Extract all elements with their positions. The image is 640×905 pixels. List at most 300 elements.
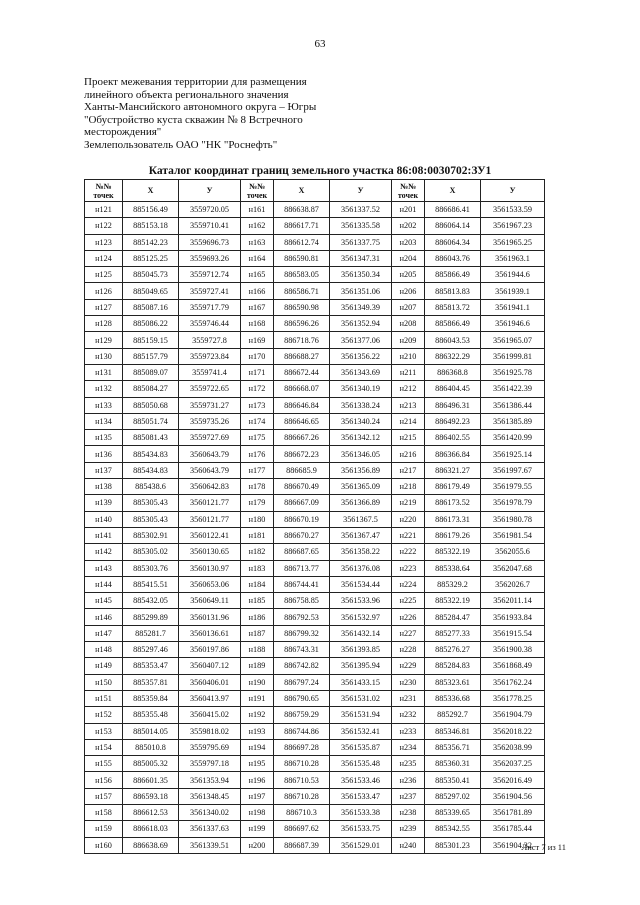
table-cell: н203 — [392, 234, 425, 250]
table-row — [85, 234, 545, 250]
table-cell: 885346.81 — [425, 723, 481, 739]
table-cell: 3561422.39 — [481, 381, 545, 397]
table-cell: 886590.81 — [274, 250, 330, 266]
table-cell: 3561925.14 — [481, 446, 545, 462]
table-cell: 3562016.49 — [481, 772, 545, 788]
table-cell: 886797.24 — [274, 674, 330, 690]
table-cell: 3562038.99 — [481, 739, 545, 755]
table-cell: 3561925.78 — [481, 364, 545, 380]
table-cell: 3561762.24 — [481, 674, 545, 690]
table-cell: н237 — [392, 788, 425, 804]
table-cell: 885438.6 — [123, 479, 179, 495]
table-cell: 886710.28 — [274, 756, 330, 772]
table-cell: 3561386.44 — [481, 397, 545, 413]
table-cell: 885339.65 — [425, 804, 481, 820]
table-cell: 3561533.59 — [481, 202, 545, 218]
column-header: У — [330, 180, 392, 202]
table-cell: н166 — [241, 283, 274, 299]
table-cell: 3561944.6 — [481, 267, 545, 283]
table-cell: 3561999.81 — [481, 348, 545, 364]
table-cell: н144 — [85, 576, 123, 592]
table-cell: 886638.69 — [123, 837, 179, 853]
table-cell: 885357.81 — [123, 674, 179, 690]
table-cell: н233 — [392, 723, 425, 739]
table-cell: 3561868.49 — [481, 658, 545, 674]
table-cell: 885355.48 — [123, 707, 179, 723]
catalog-title: Каталог координат границ земельного участка 86:08:0030702:ЗУ1 — [148, 165, 492, 177]
table-cell: 3561352.94 — [330, 316, 392, 332]
table-cell: н127 — [85, 299, 123, 315]
table-cell: 3561904.32 — [481, 837, 545, 853]
table-cell: 3561365.09 — [330, 479, 392, 495]
table-row — [85, 609, 545, 625]
table-cell: 3559746.44 — [179, 316, 241, 332]
table-cell: 886758.85 — [274, 593, 330, 609]
table-cell: н140 — [85, 511, 123, 527]
header-line: линейного объекта регионального значения — [84, 88, 289, 101]
table-cell: н183 — [241, 560, 274, 576]
table-cell: 3561343.69 — [330, 364, 392, 380]
table-cell: 885866.49 — [425, 267, 481, 283]
table-cell: 3561356.22 — [330, 348, 392, 364]
header-line: Землепользователь ОАО "НК "Роснефть" — [84, 138, 278, 151]
table-cell: 885276.27 — [425, 642, 481, 658]
table-cell: н123 — [85, 234, 123, 250]
table-cell: 3561377.06 — [330, 332, 392, 348]
table-cell: 886672.44 — [274, 364, 330, 380]
table-cell: н230 — [392, 674, 425, 690]
table-row — [85, 299, 545, 315]
table-row — [85, 544, 545, 560]
table-cell: 3561433.15 — [330, 674, 392, 690]
table-cell: 3561340.19 — [330, 381, 392, 397]
table-cell: 3561981.54 — [481, 527, 545, 543]
table-cell: 3561978.79 — [481, 495, 545, 511]
table-cell: н159 — [85, 821, 123, 837]
table-cell: 3561335.58 — [330, 218, 392, 234]
table-row — [85, 495, 545, 511]
table-cell: н163 — [241, 234, 274, 250]
table-cell: 3561533.96 — [330, 593, 392, 609]
table-row — [85, 756, 545, 772]
table-cell: 3561534.44 — [330, 576, 392, 592]
table-cell: 886173.52 — [425, 495, 481, 511]
table-cell: 885284.83 — [425, 658, 481, 674]
header-line: Ханты-Мансийского автономного округа – Югры — [84, 101, 317, 113]
table-cell: 885359.84 — [123, 690, 179, 706]
table-row — [85, 739, 545, 755]
table-row — [85, 332, 545, 348]
table-cell: 886799.32 — [274, 625, 330, 641]
document-header — [84, 76, 404, 151]
table-row — [85, 202, 545, 218]
table-row — [85, 593, 545, 609]
table-cell: н149 — [85, 658, 123, 674]
table-cell: н168 — [241, 316, 274, 332]
table-cell: 885292.7 — [425, 707, 481, 723]
table-cell: н133 — [85, 397, 123, 413]
table-cell: 3561350.34 — [330, 267, 392, 283]
table-cell: 886670.27 — [274, 527, 330, 543]
table-cell: 885813.83 — [425, 283, 481, 299]
table-cell: 3561965.07 — [481, 332, 545, 348]
table-cell: 3561342.12 — [330, 430, 392, 446]
table-row — [85, 381, 545, 397]
table-cell: 886043.76 — [425, 250, 481, 266]
table-cell: 885434.83 — [123, 446, 179, 462]
table-cell: 3559797.18 — [179, 756, 241, 772]
table-cell: н156 — [85, 772, 123, 788]
table-cell: 885415.51 — [123, 576, 179, 592]
table-cell: н210 — [392, 348, 425, 364]
table-row — [85, 804, 545, 820]
table-cell: н188 — [241, 642, 274, 658]
table-cell: н215 — [392, 430, 425, 446]
table-cell: н196 — [241, 772, 274, 788]
column-header: №№ точек — [241, 180, 274, 202]
table-cell: 3561348.45 — [179, 788, 241, 804]
table-row — [85, 642, 545, 658]
table-cell: 886672.23 — [274, 446, 330, 462]
table-cell: 885323.61 — [425, 674, 481, 690]
table-cell: 3559722.65 — [179, 381, 241, 397]
table-cell: 885305.43 — [123, 495, 179, 511]
table-cell: 886601.35 — [123, 772, 179, 788]
table-cell: 3561531.02 — [330, 690, 392, 706]
table-cell: н240 — [392, 837, 425, 853]
table-cell: н181 — [241, 527, 274, 543]
table-cell: 886043.53 — [425, 332, 481, 348]
table-cell: 886685.9 — [274, 462, 330, 478]
page-number: 63 — [314, 38, 326, 50]
table-cell: 3561535.48 — [330, 756, 392, 772]
table-cell: 3561980.78 — [481, 511, 545, 527]
table-cell: 3561385.89 — [481, 413, 545, 429]
header-line: Проект межевания территории для размещения — [84, 76, 307, 88]
table-cell: 3561420.99 — [481, 430, 545, 446]
table-cell: 886596.26 — [274, 316, 330, 332]
table-cell: 3561432.14 — [330, 625, 392, 641]
table-cell: н169 — [241, 332, 274, 348]
column-header: X — [425, 180, 481, 202]
table-row — [85, 316, 545, 332]
table-cell: 885302.91 — [123, 527, 179, 543]
table-cell: н139 — [85, 495, 123, 511]
table-row — [85, 267, 545, 283]
table-row — [85, 364, 545, 380]
table-cell: 885156.49 — [123, 202, 179, 218]
table-cell: 3559795.69 — [179, 739, 241, 755]
table-cell: н209 — [392, 332, 425, 348]
table-cell: н165 — [241, 267, 274, 283]
table-cell: 3561532.97 — [330, 609, 392, 625]
table-cell: 885301.23 — [425, 837, 481, 853]
table-cell: н201 — [392, 202, 425, 218]
table-cell: 885277.33 — [425, 625, 481, 641]
table-cell: 3561533.75 — [330, 821, 392, 837]
table-cell: 3561531.94 — [330, 707, 392, 723]
table-cell: 3561941.1 — [481, 299, 545, 315]
table-cell: 886593.18 — [123, 788, 179, 804]
table-cell: 885297.46 — [123, 642, 179, 658]
column-header: X — [274, 180, 330, 202]
table-cell: 3560415.02 — [179, 707, 241, 723]
table-cell: 885125.25 — [123, 250, 179, 266]
table-cell: н130 — [85, 348, 123, 364]
table-cell: н152 — [85, 707, 123, 723]
table-row — [85, 576, 545, 592]
table-cell: н197 — [241, 788, 274, 804]
table-cell: н142 — [85, 544, 123, 560]
table-row — [85, 772, 545, 788]
table-cell: 3561393.85 — [330, 642, 392, 658]
table-cell: 3561533.38 — [330, 804, 392, 820]
table-cell: 3561781.89 — [481, 804, 545, 820]
table-cell: 3561347.31 — [330, 250, 392, 266]
table-cell: 3560136.61 — [179, 625, 241, 641]
table-cell: н126 — [85, 283, 123, 299]
table-cell: н234 — [392, 739, 425, 755]
table-cell: н158 — [85, 804, 123, 820]
table-cell: н164 — [241, 250, 274, 266]
table-cell: 3560121.77 — [179, 495, 241, 511]
table-row — [85, 283, 545, 299]
table-cell: 3560643.79 — [179, 462, 241, 478]
table-cell: 3562011.14 — [481, 593, 545, 609]
table-cell: 3560653.06 — [179, 576, 241, 592]
table-cell: 3561785.44 — [481, 821, 545, 837]
table-cell: н224 — [392, 576, 425, 592]
table-cell: н199 — [241, 821, 274, 837]
table-cell: 885086.22 — [123, 316, 179, 332]
table-cell: 885050.68 — [123, 397, 179, 413]
table-cell: н138 — [85, 479, 123, 495]
table-cell: 886612.53 — [123, 804, 179, 820]
table-cell: 885284.47 — [425, 609, 481, 625]
table-cell: н194 — [241, 739, 274, 755]
table-cell: н146 — [85, 609, 123, 625]
table-row — [85, 511, 545, 527]
table-cell: 3559735.26 — [179, 413, 241, 429]
table-row — [85, 560, 545, 576]
table-cell: н221 — [392, 527, 425, 543]
table-cell: 3561349.39 — [330, 299, 392, 315]
table-row — [85, 821, 545, 837]
table-cell: н135 — [85, 430, 123, 446]
table-cell: 3559727.8 — [179, 332, 241, 348]
table-cell: 3560643.79 — [179, 446, 241, 462]
table-cell: н220 — [392, 511, 425, 527]
table-cell: 886667.26 — [274, 430, 330, 446]
table-cell: н124 — [85, 250, 123, 266]
table-cell: 885360.31 — [425, 756, 481, 772]
table-cell: 885336.68 — [425, 690, 481, 706]
table-row — [85, 788, 545, 804]
table-row — [85, 462, 545, 478]
table-cell: 3561963.1 — [481, 250, 545, 266]
table-cell: н207 — [392, 299, 425, 315]
table-row — [85, 479, 545, 495]
table-cell: 886321.27 — [425, 462, 481, 478]
table-cell: 886688.27 — [274, 348, 330, 364]
table-cell: 3561367.5 — [330, 511, 392, 527]
table-cell: н228 — [392, 642, 425, 658]
column-header: У — [481, 180, 545, 202]
table-cell: 886583.05 — [274, 267, 330, 283]
table-cell: н185 — [241, 593, 274, 609]
table-cell: 3559723.84 — [179, 348, 241, 364]
column-header: У — [179, 180, 241, 202]
table-cell: 886742.82 — [274, 658, 330, 674]
table-cell: 886064.34 — [425, 234, 481, 250]
table-cell: 3560407.12 — [179, 658, 241, 674]
table-cell: 886492.23 — [425, 413, 481, 429]
table-cell: н227 — [392, 625, 425, 641]
table-cell: 3561367.47 — [330, 527, 392, 543]
table-cell: н182 — [241, 544, 274, 560]
table-cell: н176 — [241, 446, 274, 462]
table-cell: 3559693.26 — [179, 250, 241, 266]
table-cell: 3561338.24 — [330, 397, 392, 413]
table-cell: 3560649.11 — [179, 593, 241, 609]
table-cell: 885434.83 — [123, 462, 179, 478]
table-cell: 886173.31 — [425, 511, 481, 527]
table-cell: н206 — [392, 283, 425, 299]
table-cell: н131 — [85, 364, 123, 380]
table-cell: н160 — [85, 837, 123, 853]
table-cell: н141 — [85, 527, 123, 543]
table-body — [85, 202, 545, 854]
table-cell: н129 — [85, 332, 123, 348]
table-cell: н239 — [392, 821, 425, 837]
table-cell: 3561904.56 — [481, 788, 545, 804]
table-cell: н148 — [85, 642, 123, 658]
table-cell: 886618.03 — [123, 821, 179, 837]
table-cell: н161 — [241, 202, 274, 218]
table-cell: 885081.43 — [123, 430, 179, 446]
table-row — [85, 674, 545, 690]
table-cell: н154 — [85, 739, 123, 755]
table-cell: 885350.41 — [425, 772, 481, 788]
column-header: X — [123, 180, 179, 202]
table-cell: 3562055.6 — [481, 544, 545, 560]
table-cell: 3561997.67 — [481, 462, 545, 478]
table-cell: 885356.71 — [425, 739, 481, 755]
table-cell: 886617.71 — [274, 218, 330, 234]
table-cell: н150 — [85, 674, 123, 690]
table-cell: 886402.55 — [425, 430, 481, 446]
table-cell: н143 — [85, 560, 123, 576]
table-cell: 3560642.83 — [179, 479, 241, 495]
table-cell: 3561939.1 — [481, 283, 545, 299]
table-cell: н180 — [241, 511, 274, 527]
header-line: месторождения" — [84, 126, 162, 138]
table-cell: 3561346.05 — [330, 446, 392, 462]
table-cell: 885866.49 — [425, 316, 481, 332]
table-cell: 886697.62 — [274, 821, 330, 837]
table-cell: 886670.19 — [274, 511, 330, 527]
table-cell: н214 — [392, 413, 425, 429]
table-cell: 885051.74 — [123, 413, 179, 429]
table-cell: 3559731.27 — [179, 397, 241, 413]
table-cell: 886686.41 — [425, 202, 481, 218]
table-cell: н225 — [392, 593, 425, 609]
table-row — [85, 690, 545, 706]
table-cell: н223 — [392, 560, 425, 576]
table-cell: 3560130.97 — [179, 560, 241, 576]
table-cell: 885813.72 — [425, 299, 481, 315]
table-cell: н173 — [241, 397, 274, 413]
table-cell: н212 — [392, 381, 425, 397]
table-cell: 886710.3 — [274, 804, 330, 820]
table-cell: 886179.26 — [425, 527, 481, 543]
table-cell: н190 — [241, 674, 274, 690]
table-cell: н231 — [392, 690, 425, 706]
table-cell: 3561529.01 — [330, 837, 392, 853]
table-cell: 3560122.41 — [179, 527, 241, 543]
table-cell: 886586.71 — [274, 283, 330, 299]
table-cell: 3560406.01 — [179, 674, 241, 690]
table-cell: 3562018.22 — [481, 723, 545, 739]
table-cell: 885297.02 — [425, 788, 481, 804]
table-cell: 886667.09 — [274, 495, 330, 511]
table-cell: н229 — [392, 658, 425, 674]
table-cell: н157 — [85, 788, 123, 804]
table-cell: 3560131.96 — [179, 609, 241, 625]
table-row — [85, 707, 545, 723]
table-cell: 885305.43 — [123, 511, 179, 527]
table-cell: н219 — [392, 495, 425, 511]
table-cell: н192 — [241, 707, 274, 723]
table-cell: 3561904.79 — [481, 707, 545, 723]
table-cell: 886646.65 — [274, 413, 330, 429]
table-cell: 886792.53 — [274, 609, 330, 625]
table-cell: н132 — [85, 381, 123, 397]
coordinates-table — [84, 179, 545, 854]
table-row — [85, 348, 545, 364]
table-cell: 3560130.65 — [179, 544, 241, 560]
table-cell: 3561533.47 — [330, 788, 392, 804]
table-cell: 3561353.94 — [179, 772, 241, 788]
table-cell: н178 — [241, 479, 274, 495]
table-cell: 885157.79 — [123, 348, 179, 364]
table-cell: 3559727.69 — [179, 430, 241, 446]
table-cell: 886064.14 — [425, 218, 481, 234]
table-cell: н177 — [241, 462, 274, 478]
table-cell: 3561337.75 — [330, 234, 392, 250]
table-cell: 886179.49 — [425, 479, 481, 495]
table-cell: 3560413.97 — [179, 690, 241, 706]
table-cell: 885159.15 — [123, 332, 179, 348]
table-cell: н213 — [392, 397, 425, 413]
table-cell: 3561967.23 — [481, 218, 545, 234]
table-cell: 3559741.4 — [179, 364, 241, 380]
table-cell: 3561339.51 — [179, 837, 241, 853]
table-row — [85, 413, 545, 429]
table-cell: н186 — [241, 609, 274, 625]
table-cell: 885010.8 — [123, 739, 179, 755]
table-cell: 885045.73 — [123, 267, 179, 283]
table-cell: н191 — [241, 690, 274, 706]
table-cell: 886322.29 — [425, 348, 481, 364]
table-cell: 885329.2 — [425, 576, 481, 592]
table-cell: н216 — [392, 446, 425, 462]
table-cell: н174 — [241, 413, 274, 429]
table-cell: 885305.02 — [123, 544, 179, 560]
table-cell: н200 — [241, 837, 274, 853]
table-cell: 3559696.73 — [179, 234, 241, 250]
table-cell: 885322.19 — [425, 593, 481, 609]
